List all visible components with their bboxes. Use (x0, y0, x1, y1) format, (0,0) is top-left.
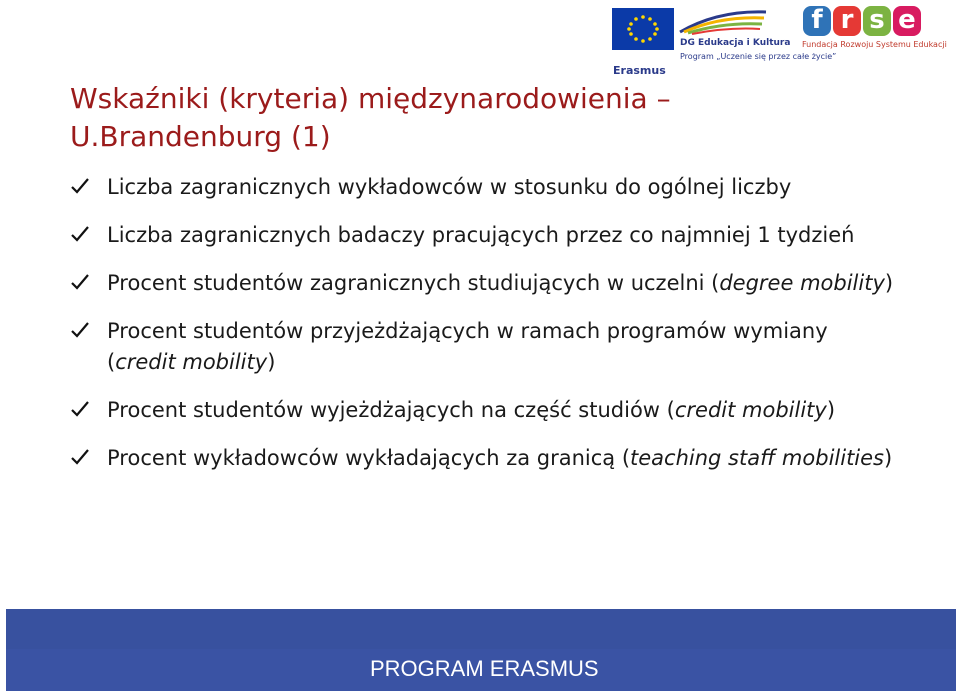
bullet-item (70, 220, 900, 251)
bullet-italic: credit mobility (115, 350, 268, 374)
bullet-italic: credit mobility (674, 398, 827, 422)
bullet-suffix: ) (826, 398, 836, 422)
bullet-text: Procent studentów przyjeżdżających w ramach programów wymiany ( (107, 319, 828, 374)
footer-label: PROGRAM ERASMUS (370, 656, 599, 681)
footer-band-top (6, 609, 956, 649)
bullet-suffix: ) (884, 271, 894, 295)
bullet-item (70, 172, 900, 203)
bullet-item (70, 316, 900, 378)
bullet-text: Procent studentów zagranicznych studiujących w uczelni ( (107, 271, 720, 295)
frse-letter-e: e (893, 6, 921, 36)
frse-letter-s: s (863, 6, 891, 36)
bullet-italic: degree mobility (719, 271, 885, 295)
bullet-item (70, 395, 900, 426)
bullet-item (70, 268, 900, 299)
frse-letter-r: r (833, 6, 861, 36)
checkmark-icon (70, 320, 90, 340)
frse-logo (803, 6, 921, 36)
dg-swoosh-icon (678, 6, 768, 36)
checkmark-icon (70, 272, 90, 292)
slide-title: Wskaźniki (kryteria) międzynarodowienia – U.Brandenburg (1) (70, 82, 671, 153)
checkmark-icon (70, 447, 90, 467)
erasmus-label: Erasmus (613, 64, 666, 77)
bullet-italic: teaching staff mobilities (630, 446, 884, 470)
bullet-text: Liczba zagranicznych badaczy pracujących przez co najmniej 1 tydzień (107, 223, 855, 247)
eu-flag-icon (612, 8, 674, 50)
bullet-item (70, 443, 900, 474)
bullet-suffix: ) (884, 446, 893, 470)
checkmark-icon (70, 399, 90, 419)
frse-subtitle: Fundacja Rozwoju Systemu Edukacji (802, 40, 947, 49)
bullet-suffix: ) (267, 350, 276, 374)
bullet-text: Procent wykładowców wykładających za granicą ( (107, 446, 631, 470)
bullet-text: Liczba zagranicznych wykładowców w stosunku do ogólnej liczby (107, 175, 792, 199)
checkmark-icon (70, 224, 90, 244)
bullet-text: Procent studentów wyjeżdżających na część studiów ( (107, 398, 675, 422)
dg-label: DG Edukacja i Kultura (680, 38, 791, 48)
bullet-list (70, 172, 900, 491)
program-label: Program „Uczenie się przez całe życie” (680, 52, 837, 61)
frse-letter-f: f (803, 6, 831, 36)
checkmark-icon (70, 176, 90, 196)
